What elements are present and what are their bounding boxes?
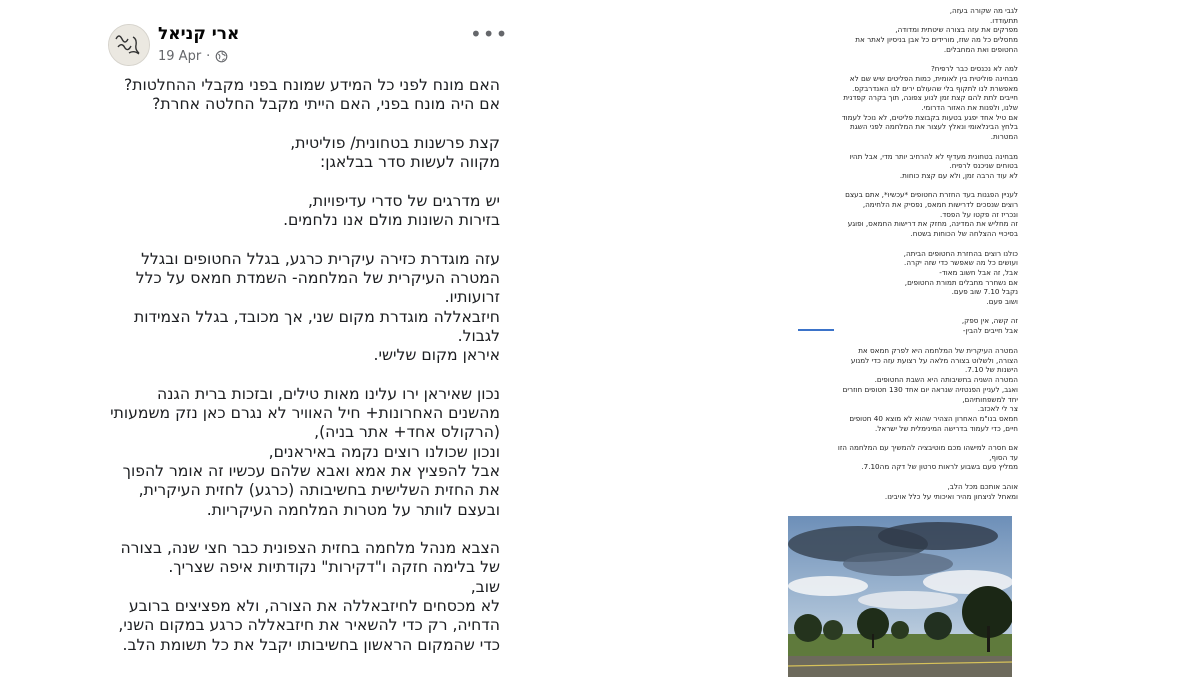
screenshot-paragraph: המטרה העיקרית של המלחמה היא לפרק חמאס את הצורה, ולשלוט בצורה מלאה על רצועת עזה כדי למנוע הישנות של 7.10. המטרה השניה בחשיבותה היא השבת החטופים. ואגב, לעניין הפנטזיה שנראה יום אחד 130 חטופים חוזרים יחד למשפחותיהם, צר לי לאכזב. חמאס בנו"מ האחרון הצהיר שהוא לא מוצא 40 חטופים חיים, כדי לעמוד בדרישה המינימלית של ישראל. — [842, 346, 1018, 433]
post-paragraph: נכון שאיראן ירו עלינו מאות טילים, ובזכות ברית הגנה מהשנים האחרונות+ חיל האוויר לא נגרם כאן נזק משמעותי (הרקולס אחד+ אתר בניה), ונכון שכולנו רוצים נקמה באיראנים, אבל להפציץ את אמא ואבא שלהם עכשיו זה אומר להפוך את החזית השלישית בחשיבותה (כרגע) לחזית העיקרית, ובעצם לוותר על מטרות המלחמה העיקריות. — [110, 384, 500, 519]
avatar[interactable] — [108, 24, 150, 66]
author-name[interactable]: ארי קניאל — [158, 24, 240, 44]
screenshot-paragraph: זה קשה, אין ספק, אבל חייבים להבין- — [961, 316, 1018, 336]
post-body — [108, 76, 500, 674]
meta-separator: · — [206, 49, 211, 64]
screenshot-text-lower — [788, 346, 1020, 511]
globe-icon — [215, 50, 228, 63]
screenshot-paragraph: לעניין הפגנות בעד החזרת החטופים *עכשיו*, אתם בעצם רוצים שנסכים לדרישות חמאס, נפסיק את הלחימה, ונכריז זה פקטו על הפסד. זה מחליש את המדינה, מחזק את דרישות החמאס, ופוגע בסיכויי ההצלחה של הכוחות בשטח. — [845, 190, 1018, 239]
screenshot-paragraph: אוהב אותכם מכל הלב, ומאחל לניצחון מהיר ואיכותי על כלל אויבינו. — [884, 481, 1018, 501]
post-paragraph: יש מדרגים של סדרי עדיפויות, בזירות השונות מולם אנו נלחמים. — [283, 191, 500, 230]
post-paragraph: האם מונח לפני כל המידע שמונח בפני מקבלי ההחלטות? אם היה מונח בפני, האם הייתי מקבל החלטה אחרת? — [123, 76, 500, 114]
post-paragraph: עזה מוגדרת כזירה עיקרית כרגע, בגלל החטופים ובגלל המטרה העיקרית של המלחמה- השמדת חמאס על כלל זרועותיו. חיזבאללה מוגדרת מקום שני, אך מכובד, בגלל הצמידות לגבול. איראן מקום שלישי. — [133, 249, 500, 365]
screenshot-text-upper — [788, 6, 1020, 346]
sky-trees-image — [788, 516, 1012, 677]
post-paragraph: קצת פרשנות בטחונית/ פוליטית, מקווה לעשות סדר בבלאגן: — [290, 133, 500, 172]
avatar-handwriting-image — [109, 25, 149, 65]
scroll-indicator — [798, 329, 834, 331]
post-date[interactable]: 19 Apr — [158, 49, 202, 64]
post-paragraph: הצבא מנהל מלחמה בחזית הצפונית כבר חצי שנה, בצורה של בלימה חזקה ו"דקירות" נקודתיות איפה שצריך. שוב, לא מכסחים לחיזבאללה את הצורה, ולא מפציצים ברובע הדחיה, רק כדי להשאיר את חיזבאללה כרגע במקום השני, כדי שהמקום הראשון בחשיבותו יקבל את כל תשומת הלב. — [118, 539, 500, 654]
landscape-photo[interactable] — [788, 516, 1012, 677]
attached-screenshot[interactable] — [788, 0, 1018, 677]
screenshot-paragraph: אם חסרה למישהו מכם מוטיבציה להמשיך עם המלחמה הזו עד הסוף, ממליץ פעם בשבוע לראות סרטון של דקה מה7.10. — [837, 443, 1018, 472]
screenshot-paragraph: למה לא נכנסים כבר לרפיח? מבחינה פוליטית בין לאומית, כמות הפליטים שיש שם לא מאפשרת לנו לתקוף בלי שהעולם ירים לנו האנדרבקס. חייבים לתת להם קצת זמן לנוע צפונה, תוך בקרה קפדנית שלנו, ולפנות את האזור הדרומי. אם טיל אחד יפגע בטעות בקבוצת פליטים, לא נוכל לעמוד בלחץ הבינלאומי ונאלץ לעצור את המלחמה לפני השגת המטרות. — [841, 64, 1018, 142]
post-header — [100, 18, 509, 68]
more-options-icon[interactable]: ••• — [470, 22, 509, 46]
post-meta — [158, 49, 228, 64]
screenshot-paragraph: לגבי מה שקורה בעזה, תתעודדו. מפרקים את עזה בצורה שיטתית ומדודה, מחסלים כל מה שזז, מורידים כל אבן בניסיון לאתר את החטופים ואת המחבלים. — [855, 6, 1018, 54]
facebook-post — [100, 18, 509, 668]
screenshot-paragraph: מבחינה בטחונית מעדיף לא להרחיב יותר מדי, אבל תהיו בטוחים שניכנס לרפיח. לא עוד הרבה זמן, ולא עם קצת כוחות. — [849, 151, 1018, 180]
screenshot-paragraph: כולנו רוצים בהחזרת החטופים הביתה, ועושים כל מה שאפשר כדי שזה יקרה. אבל, זה אבל חשוב מאוד- אם נשחרר מחבלים תמורת החטופים, נקבל 7.10 שוב פעם. ושוב פעם. — [903, 248, 1018, 307]
